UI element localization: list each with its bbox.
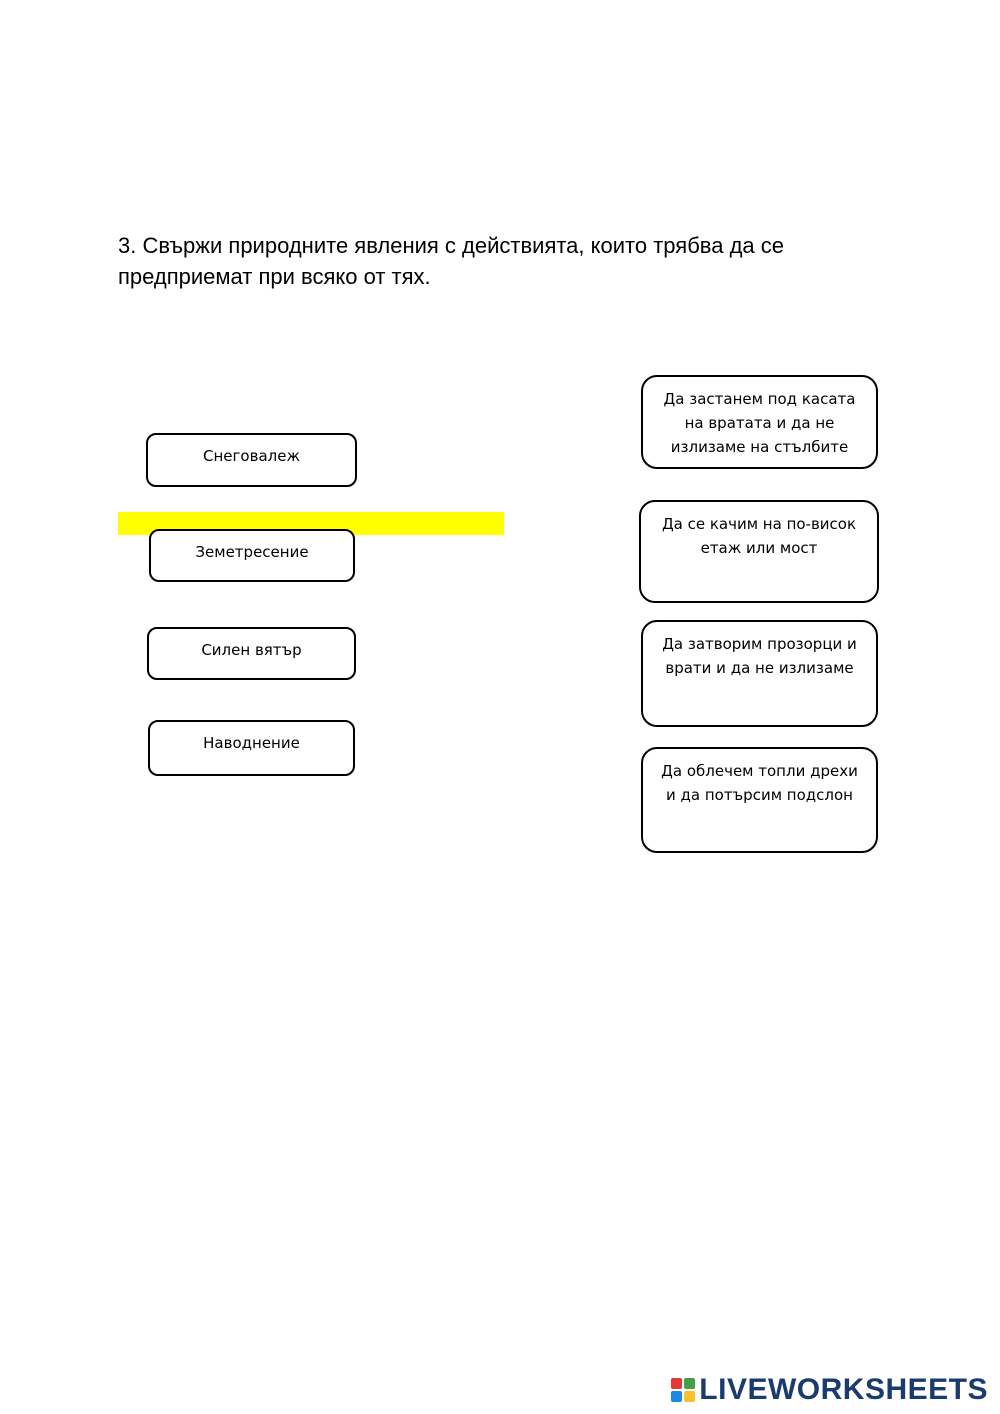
- action-box-warm-clothes[interactable]: [641, 747, 878, 853]
- action-line: и да потърсим подслон: [666, 786, 853, 804]
- action-line: Да затворим прозорци и: [662, 635, 857, 653]
- action-line: етаж или мост: [700, 539, 818, 557]
- action-line: Да застанем под касата: [663, 390, 856, 408]
- phenomenon-label: Наводнение: [203, 734, 300, 752]
- phenomenon-label: Земетресение: [195, 543, 309, 561]
- liveworksheets-logo: [671, 1373, 988, 1407]
- action-box-higher-floor[interactable]: [639, 500, 879, 603]
- action-text: [664, 387, 856, 459]
- logo-text: LIVEWORKSHEETS: [699, 1373, 988, 1406]
- action-text: [662, 632, 857, 680]
- action-text: [661, 759, 858, 807]
- action-box-doorframe[interactable]: [641, 375, 878, 469]
- phenomenon-box-snowfall[interactable]: [146, 433, 357, 487]
- action-text: [662, 512, 856, 560]
- phenomenon-label: Снеговалеж: [203, 447, 300, 465]
- phenomenon-box-flood[interactable]: [148, 720, 355, 776]
- action-line: Да облечем топли дрехи: [661, 762, 858, 780]
- phenomenon-box-strong-wind[interactable]: [147, 627, 356, 680]
- question-text: 3. Свържи природните явления с действията, които трябва да се предприемат при всяко от тях.: [118, 233, 785, 289]
- action-line: врати и да не излизаме: [665, 659, 854, 677]
- phenomenon-box-earthquake[interactable]: [149, 529, 355, 582]
- action-line: излизаме на стълбите: [670, 438, 849, 456]
- phenomenon-label: Силен вятър: [201, 641, 302, 659]
- liveworksheets-logo-icon: [671, 1378, 695, 1402]
- action-line: на вратата и да не: [684, 414, 835, 432]
- action-line: Да се качим на по-висок: [661, 515, 857, 533]
- action-box-close-windows[interactable]: [641, 620, 878, 727]
